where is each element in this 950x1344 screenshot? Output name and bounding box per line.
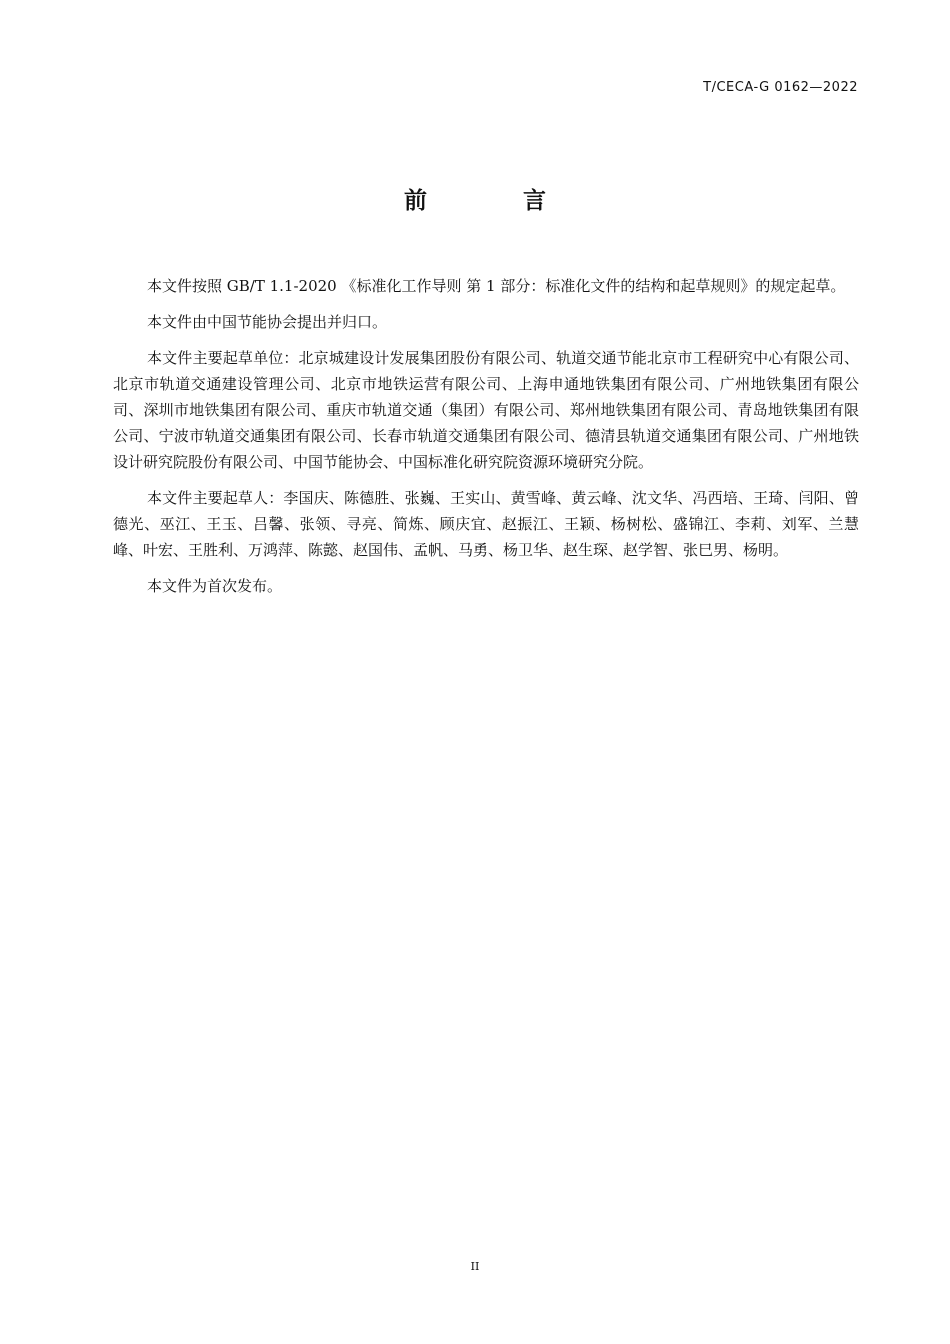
page-number: II — [470, 1260, 480, 1273]
foreword-body — [113, 273, 859, 609]
paragraph-first-release: 本文件为首次发布。 — [147, 577, 283, 595]
paragraph-proposer: 本文件由中国节能协会提出并归口。 — [147, 313, 388, 331]
paragraph-drafting-units: 本文件主要起草单位：北京城建设计发展集团股份有限公司、轨道交通节能北京市工程研究中心有限公司、北京市轨道交通建设管理公司、北京市地铁运营有限公司、上海申通地铁集团有限公司、广州地铁集团有限公司、深圳市地铁集团有限公司、重庆市轨道交通（集团）有限公司、郑州地铁集团有限公司、青岛地铁集团有限公司、宁波市轨道交通集团有限公司、长春市轨道交通集团有限公司、德清县轨道交通集团有限公司、广州地铁设计研究院股份有限公司、中国节能协会、中国标准化研究院资源环境研究分院。 — [113, 349, 859, 471]
paragraph-drafting-rules: 本文件按照 GB/T 1.1-2020 《标准化工作导则 第 1 部分：标准化文件的结构和起草规则》的规定起草。 — [147, 277, 846, 295]
paragraph-drafters: 本文件主要起草人：李国庆、陈德胜、张巍、王实山、黄雪峰、黄云峰、沈文华、冯西培、王琦、闫阳、曾德光、巫江、王玉、吕馨、张领、寻亮、简炼、顾庆宜、赵振江、王颖、杨树松、盛锦江、李莉、刘军、兰慧峰、叶宏、王胜利、万鸿萍、陈懿、赵国伟、孟帆、马勇、杨卫华、赵生琛、赵学智、张巳男、杨明。 — [113, 489, 859, 559]
page-title: 前 言 — [403, 188, 590, 214]
standard-id: T/CECA-G 0162—2022 — [703, 80, 858, 95]
